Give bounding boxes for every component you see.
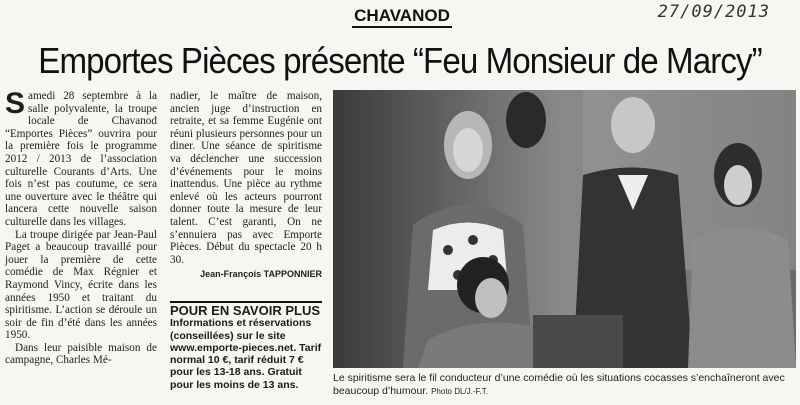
photo-credit: Photo DL/J.-F.T.	[431, 386, 488, 396]
info-box-line: Informations et réservations (conseillées) sur le site	[170, 317, 312, 342]
article-paragraph: nadier, le maître de maison, ancien juge d’instruction en retraite, et sa femme Eugénie ont réuni plusieurs personnes pour un diner. Une séance de spiritisme va déclencher une succession d’événements pour le moins inattendus. Une pièce au rythme enlevé où les acteurs pourront donner toute la mesure de leur talent. C’est garanti, On ne s’ennuiera pas avec Emporte Pièces. Début du spectacle 20 h 30.	[170, 90, 322, 266]
figure-man-right	[611, 97, 655, 153]
article-paragraph: Dans leur paisible maison de campagne, Charles Mé-	[5, 341, 157, 367]
caption-text: Le spiritisme sera le fil conducteur d’une comédie où les situations cocasses s’enchaîneront avec beaucoup d’humour.	[333, 372, 785, 397]
info-box-prices: . Tarif normal 10 €, tarif réduit 7 € pour les 13-18 ans. Gratuit pour les moins de 13 ans.	[170, 341, 322, 391]
article-column-1	[5, 87, 157, 367]
photo-illustration	[333, 90, 796, 368]
trophy-head	[506, 92, 546, 148]
article-paragraph: amedi 28 septembre à la salle polyvalente, la troupe locale de Chavanod “Emportes Pièces” ouvrira pour la première fois le programme 2012 / 2013 de l’association culturelle Courants d’Arts. Une fois n’est pas coutume, ce sera une ouverture avec le théâtre qui lancera cette nouvelle saison culturelle dans les villages.	[5, 90, 157, 228]
info-box-text	[170, 317, 322, 391]
website-link: www.emporte-pieces.net	[170, 341, 294, 354]
article-photo	[333, 90, 796, 368]
article-column-2	[170, 90, 322, 281]
headline: Emportes Pièces présente “Feu Monsieur de Marcy”	[38, 40, 762, 81]
author-byline: Jean-François TAPPONNIER	[200, 269, 322, 280]
info-box	[170, 301, 322, 391]
info-box-heading: POUR EN SAVOIR PLUS	[170, 303, 321, 318]
drop-cap: S	[5, 87, 26, 120]
handwritten-date: 27/09/2013	[657, 2, 770, 22]
article-paragraph: La troupe dirigée par Jean-Paul Paget a beaucoup travaillé pour jouer la première de cette comédie de Max Régnier et Raymond Vincy, écrite dans les années 1950 et traitant du spiritisme. L’action se déroule un soir de fin d’été dans les années 1950.	[5, 228, 157, 342]
photo-caption	[333, 372, 796, 398]
section-rubric: CHAVANOD	[352, 6, 452, 28]
